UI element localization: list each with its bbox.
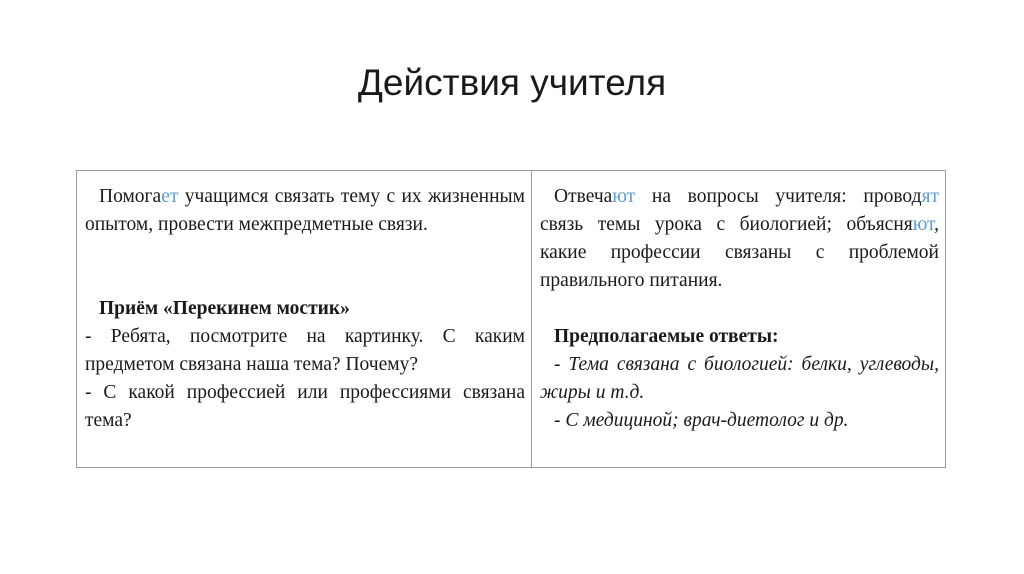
teacher-intro-highlight: ет xyxy=(161,186,179,207)
technique-title: Приём «Перекинем мостик» xyxy=(99,298,350,319)
student-intro-highlight1: ют xyxy=(612,186,636,207)
student-intro-paragraph xyxy=(540,183,939,295)
question-1: - Ребята, посмотрите на картинку. С каким предметом связана наша тема? Почему? xyxy=(85,326,525,375)
student-intro-part1: Отвеча xyxy=(554,186,613,207)
answers-title: Предполагаемые ответы: xyxy=(554,326,779,347)
question-2: - С какой профессией или профессиями связана тема? xyxy=(85,382,525,431)
teacher-intro-rest: учащимся связать тему с их жизненным опытом, провести межпредметные связи. xyxy=(85,186,525,235)
student-intro-highlight3: ют xyxy=(912,214,935,235)
slide-title: Действия учителя xyxy=(357,62,667,103)
student-intro-part3: связь темы урока с биологией; объясня xyxy=(540,214,913,235)
student-intro-highlight2: ят xyxy=(921,186,939,207)
teacher-intro-prefix: Помога xyxy=(99,186,162,207)
answer-2: - С медициной; врач-диетолог и др. xyxy=(554,410,849,431)
teacher-actions-cell xyxy=(77,171,532,467)
comparison-table xyxy=(76,170,946,468)
answer-1: - Тема связана с биологией: белки, углеводы, жиры и т.д. xyxy=(540,354,939,403)
student-intro-part2: на вопросы учителя: провод xyxy=(635,186,922,207)
teacher-intro-paragraph xyxy=(85,183,525,239)
student-actions-cell xyxy=(532,171,945,467)
student-intro-part4: , какие профессии связаны с проблемой правильного питания. xyxy=(540,214,939,291)
